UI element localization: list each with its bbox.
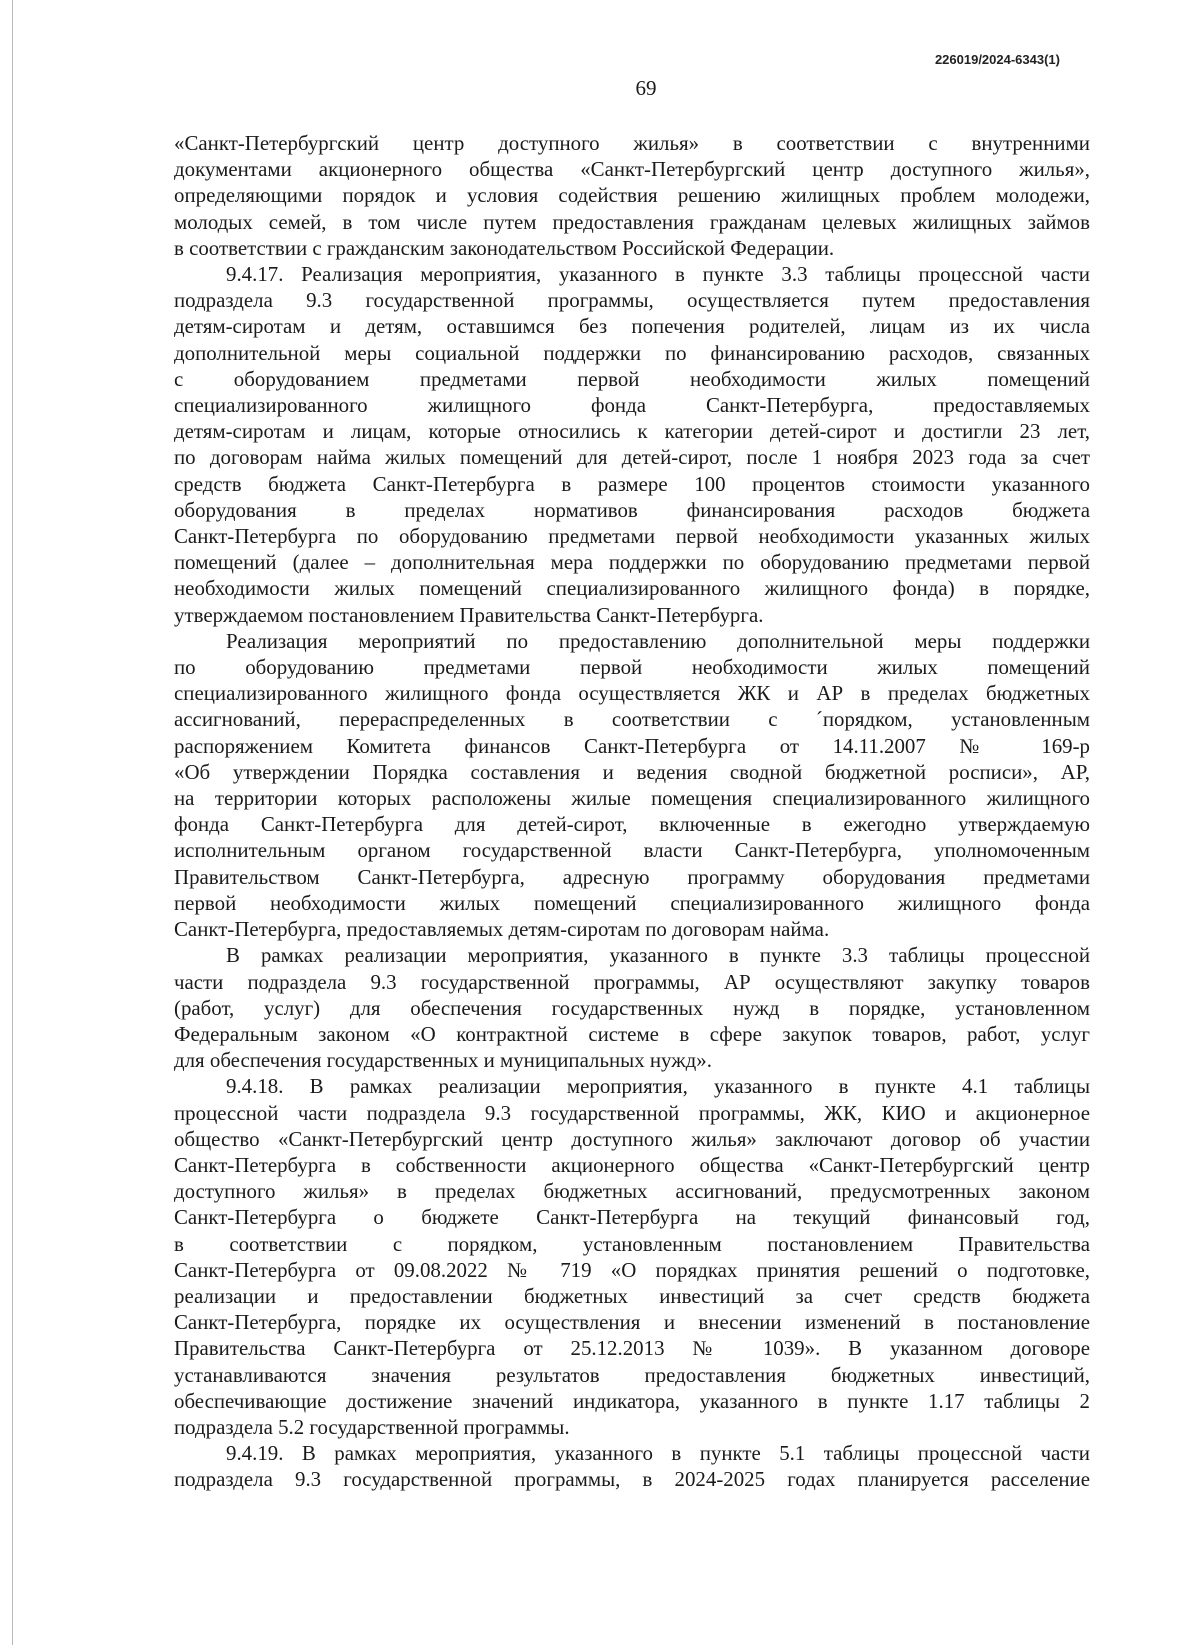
text-line: документами акционерного общества «Санкт-Петербургский центр доступного жилья»,: [174, 157, 1090, 182]
text-line: в соответствии с порядком, установленным постановлением Правительства: [174, 1231, 1090, 1256]
paragraph-9-4-17: [174, 261, 1090, 628]
text-line: устанавливаются значения результатов предоставления бюджетных инвестиций,: [174, 1362, 1090, 1387]
text-line: утверждаемом постановлением Правительства Санкт-Петербурга.: [174, 602, 764, 627]
text-line: на территории которых расположены жилые помещения специализированного жилищного: [174, 786, 1090, 811]
text-line: обеспечивающие достижение значений индикатора, указанного в пункте 1.17 таблицы 2: [174, 1388, 1090, 1413]
text-line: подраздела 9.3 государственной программы, в 2024-2025 годах планируется расселение: [174, 1467, 1090, 1492]
text-line: первой необходимости жилых помещений специализированного жилищного фонда: [174, 890, 1090, 915]
paragraph-continuation: [174, 130, 1090, 261]
page-number: 69: [635, 76, 657, 100]
text-line: Правительством Санкт-Петербурга, адресную программу оборудования предметами: [174, 864, 1090, 889]
text-line: фонда Санкт-Петербурга для детей-сирот, включенные в ежегодно утверждаемую: [174, 812, 1090, 837]
text-line: молодых семей, в том числе путем предоставления гражданам целевых жилищных займов: [174, 209, 1090, 234]
paragraph-procurement: [174, 942, 1090, 1073]
paragraph-support-measure: [174, 628, 1090, 942]
text-line: общество «Санкт-Петербургский центр доступного жилья» заключают договор об участии: [174, 1126, 1090, 1151]
document-id: 226019/2024-6343(1): [934, 52, 1060, 67]
text-line: определяющими порядок и условия содействия решению жилищных проблем молодежи,: [174, 183, 1090, 208]
text-line: по договорам найма жилых помещений для детей-сирот, после 1 ноября 2023 года за счет: [174, 445, 1090, 470]
text-line: исполнительным органом государственной власти Санкт-Петербурга, уполномоченным: [174, 838, 1090, 863]
scan-edge-line: [12, 0, 13, 1645]
document-body: [174, 130, 1090, 1493]
text-line: Федеральным законом «О контрактной системе в сфере закупок товаров, работ, услуг: [174, 1021, 1090, 1046]
text-line: в соответствии с гражданским законодательством Российской Федерации.: [174, 235, 835, 260]
text-line: Санкт-Петербурга по оборудованию предметами первой необходимости указанных жилых: [174, 524, 1090, 549]
text-line: подраздела 9.3 государственной программы, осуществляется путем предоставления: [174, 288, 1090, 313]
text-line: для обеспечения государственных и муниципальных нужд».: [174, 1048, 712, 1073]
text-line: детям-сиротам и лицам, которые относились к категории детей-сирот и достигли 23 лет,: [174, 419, 1090, 444]
text-line: Санкт-Петербурга от 09.08.2022 № 719 «О порядках принятия решений о подготовке,: [174, 1257, 1090, 1282]
text-line: ассигнований, перераспределенных в соответствии с ´порядком, установленным: [174, 707, 1090, 732]
text-line: 9.4.17. Реализация мероприятия, указанного в пункте 3.3 таблицы процессной части: [226, 262, 1090, 287]
text-line: средств бюджета Санкт-Петербурга в размере 100 процентов стоимости указанного: [174, 471, 1090, 496]
text-line: оборудования в пределах нормативов финансирования расходов бюджета: [174, 497, 1090, 522]
text-line: специализированного жилищного фонда Санкт-Петербурга, предоставляемых: [174, 393, 1090, 418]
text-line: реализации и предоставлении бюджетных инвестиций за счет средств бюджета: [174, 1283, 1090, 1308]
text-line: Санкт-Петербурга в собственности акционерного общества «Санкт-Петербургский центр: [174, 1152, 1090, 1177]
text-line: специализированного жилищного фонда осуществляется ЖК и АР в пределах бюджетных: [174, 681, 1090, 706]
text-line: части подраздела 9.3 государственной программы, АР осуществляют закупку товаров: [174, 969, 1090, 994]
text-line: Санкт-Петербурга о бюджете Санкт-Петербурга на текущий финансовый год,: [174, 1205, 1090, 1230]
text-line: помещений (далее – дополнительная мера поддержки по оборудованию предметами первой: [174, 550, 1090, 575]
text-line: дополнительной меры социальной поддержки по финансированию расходов, связанных: [174, 340, 1090, 365]
text-line: детям-сиротам и детям, оставшимся без попечения родителей, лицам из их числа: [174, 314, 1090, 339]
paragraph-9-4-19: [174, 1440, 1090, 1492]
text-line: доступного жилья» в пределах бюджетных ассигнований, предусмотренных законом: [174, 1179, 1090, 1204]
text-line: процессной части подраздела 9.3 государственной программы, ЖК, КИО и акционерное: [174, 1100, 1090, 1125]
text-line: Реализация мероприятий по предоставлению дополнительной меры поддержки: [226, 628, 1090, 653]
text-line: распоряжением Комитета финансов Санкт-Петербурга от 14.11.2007 № 169-р: [174, 733, 1090, 758]
text-line: «Санкт-Петербургский центр доступного жилья» в соответствии с внутренними: [174, 131, 1090, 155]
text-line: Санкт-Петербурга, предоставляемых детям-сиротам по договорам найма.: [174, 917, 830, 942]
text-line: (работ, услуг) для обеспечения государственных нужд в порядке, установленном: [174, 995, 1090, 1020]
text-line: необходимости жилых помещений специализированного жилищного фонда) в порядке,: [174, 576, 1090, 601]
text-line: Санкт-Петербурга, порядке их осуществления и внесении изменений в постановление: [174, 1310, 1090, 1335]
paragraph-9-4-18: [174, 1073, 1090, 1440]
text-line: по оборудованию предметами первой необходимости жилых помещений: [174, 655, 1090, 680]
text-line: 9.4.18. В рамках реализации мероприятия, указанного в пункте 4.1 таблицы: [226, 1074, 1090, 1099]
text-line: «Об утверждении Порядка составления и ведения сводной бюджетной росписи», АР,: [174, 759, 1090, 784]
text-line: В рамках реализации мероприятия, указанного в пункте 3.3 таблицы процессной: [226, 943, 1090, 968]
text-line: с оборудованием предметами первой необходимости жилых помещений: [174, 366, 1090, 391]
text-line: 9.4.19. В рамках мероприятия, указанного в пункте 5.1 таблицы процессной части: [226, 1441, 1090, 1466]
text-line: подраздела 5.2 государственной программы.: [174, 1414, 570, 1439]
text-line: Правительства Санкт-Петербурга от 25.12.2013 № 1039». В указанном договоре: [174, 1336, 1090, 1361]
